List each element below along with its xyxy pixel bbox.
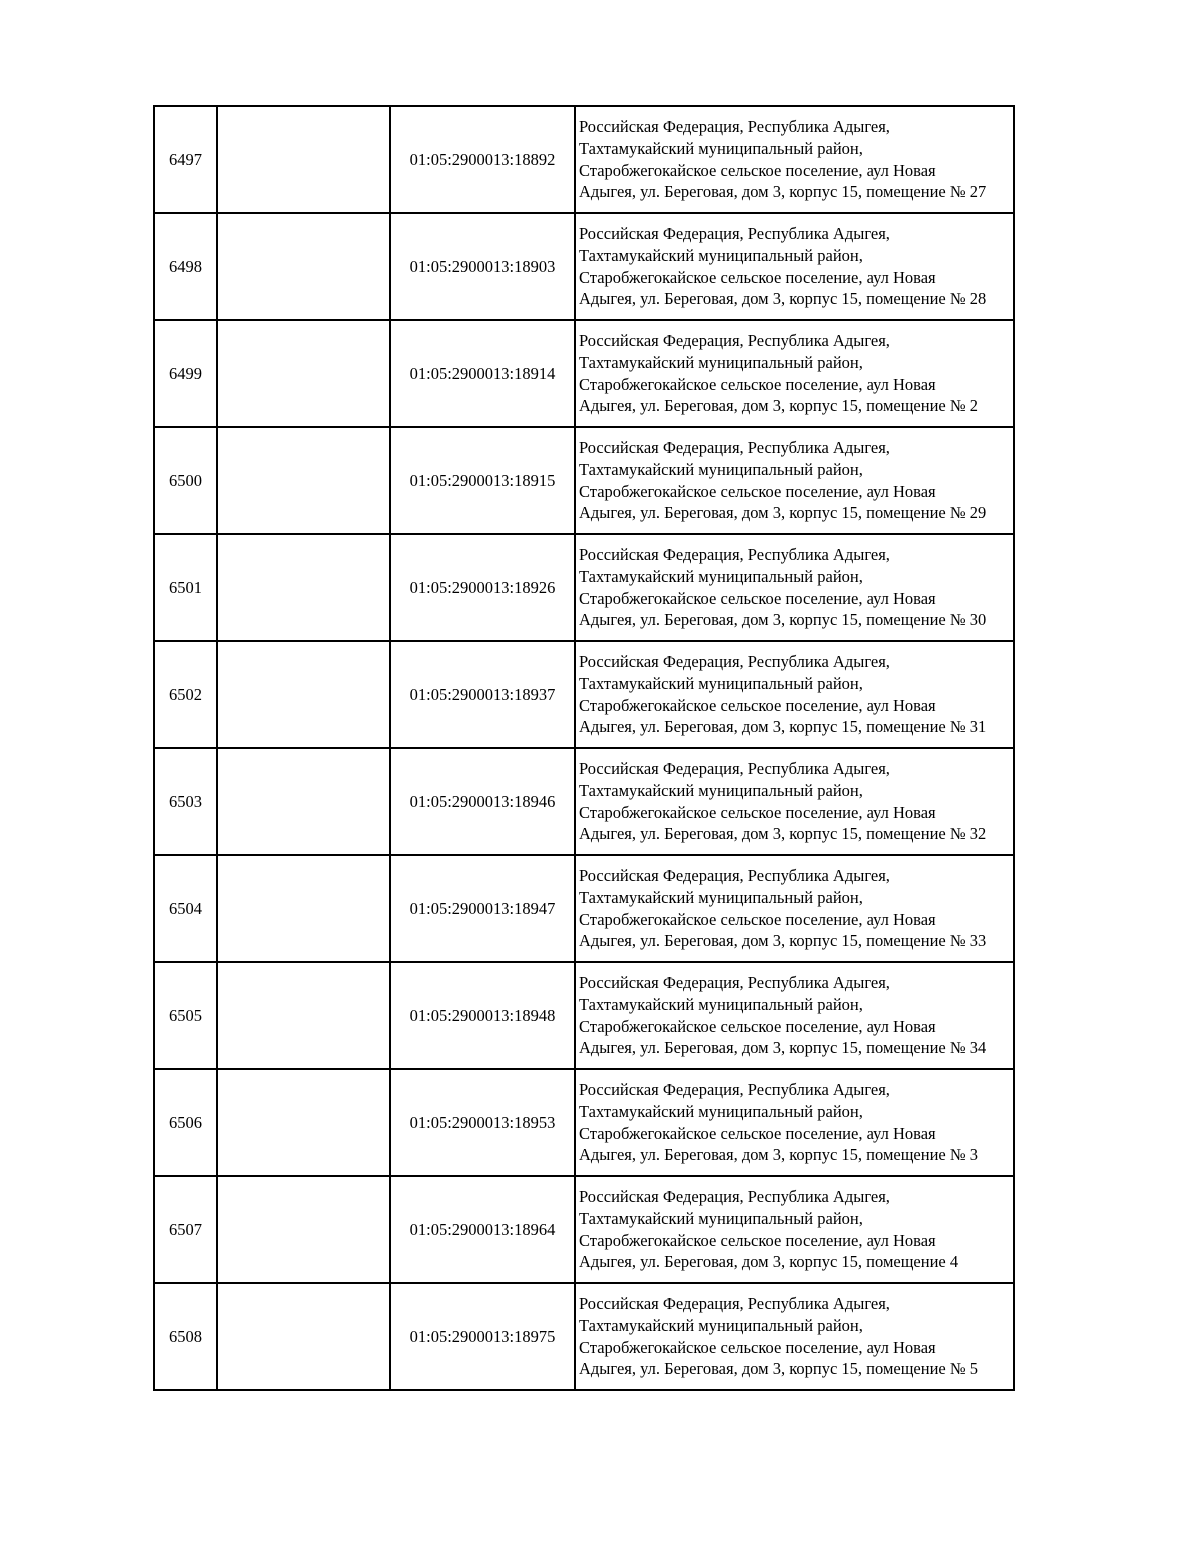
cadastral-number-cell: 01:05:2900013:18964 [390, 1176, 575, 1283]
cadastral-number-cell: 01:05:2900013:18903 [390, 213, 575, 320]
row-number-cell: 6504 [154, 855, 217, 962]
owner-cell [217, 320, 390, 427]
registry-table [153, 105, 1015, 1391]
address-cell: Российская Федерация, Республика Адыгея, Тахтамукайский муниципальный район, Старобжегокайское сельское поселение, аул Новая Адыгея, ул. Береговая, дом 3, корпус 15, помещение № 28 [575, 213, 1014, 320]
owner-cell [217, 1283, 390, 1390]
owner-cell [217, 213, 390, 320]
address-cell: Российская Федерация, Республика Адыгея, Тахтамукайский муниципальный район, Старобжегокайское сельское поселение, аул Новая Адыгея, ул. Береговая, дом 3, корпус 15, помещение № 31 [575, 641, 1014, 748]
row-number-cell: 6503 [154, 748, 217, 855]
owner-cell [217, 534, 390, 641]
cadastral-number-cell: 01:05:2900013:18914 [390, 320, 575, 427]
cadastral-number-cell: 01:05:2900013:18937 [390, 641, 575, 748]
table-row [154, 534, 1014, 641]
table-row [154, 641, 1014, 748]
cadastral-number-cell: 01:05:2900013:18926 [390, 534, 575, 641]
cadastral-number-cell: 01:05:2900013:18948 [390, 962, 575, 1069]
table-row [154, 213, 1014, 320]
table-row [154, 1176, 1014, 1283]
address-cell: Российская Федерация, Республика Адыгея, Тахтамукайский муниципальный район, Старобжегокайское сельское поселение, аул Новая Адыгея, ул. Береговая, дом 3, корпус 15, помещение 4 [575, 1176, 1014, 1283]
row-number-cell: 6499 [154, 320, 217, 427]
table-row [154, 427, 1014, 534]
row-number-cell: 6497 [154, 106, 217, 213]
table-row [154, 962, 1014, 1069]
owner-cell [217, 641, 390, 748]
row-number-cell: 6506 [154, 1069, 217, 1176]
row-number-cell: 6498 [154, 213, 217, 320]
address-cell: Российская Федерация, Республика Адыгея, Тахтамукайский муниципальный район, Старобжегокайское сельское поселение, аул Новая Адыгея, ул. Береговая, дом 3, корпус 15, помещение № 3 [575, 1069, 1014, 1176]
row-number-cell: 6508 [154, 1283, 217, 1390]
owner-cell [217, 748, 390, 855]
row-number-cell: 6501 [154, 534, 217, 641]
address-cell: Российская Федерация, Республика Адыгея, Тахтамукайский муниципальный район, Старобжегокайское сельское поселение, аул Новая Адыгея, ул. Береговая, дом 3, корпус 15, помещение № 27 [575, 106, 1014, 213]
table-row [154, 1283, 1014, 1390]
address-cell: Российская Федерация, Республика Адыгея, Тахтамукайский муниципальный район, Старобжегокайское сельское поселение, аул Новая Адыгея, ул. Береговая, дом 3, корпус 15, помещение № 29 [575, 427, 1014, 534]
address-cell: Российская Федерация, Республика Адыгея, Тахтамукайский муниципальный район, Старобжегокайское сельское поселение, аул Новая Адыгея, ул. Береговая, дом 3, корпус 15, помещение № 2 [575, 320, 1014, 427]
owner-cell [217, 427, 390, 534]
table-row [154, 106, 1014, 213]
address-cell: Российская Федерация, Республика Адыгея, Тахтамукайский муниципальный район, Старобжегокайское сельское поселение, аул Новая Адыгея, ул. Береговая, дом 3, корпус 15, помещение № 34 [575, 962, 1014, 1069]
row-number-cell: 6500 [154, 427, 217, 534]
owner-cell [217, 106, 390, 213]
cadastral-number-cell: 01:05:2900013:18947 [390, 855, 575, 962]
address-cell: Российская Федерация, Республика Адыгея, Тахтамукайский муниципальный район, Старобжегокайское сельское поселение, аул Новая Адыгея, ул. Береговая, дом 3, корпус 15, помещение № 30 [575, 534, 1014, 641]
cadastral-number-cell: 01:05:2900013:18946 [390, 748, 575, 855]
cadastral-number-cell: 01:05:2900013:18915 [390, 427, 575, 534]
owner-cell [217, 1069, 390, 1176]
address-cell: Российская Федерация, Республика Адыгея, Тахтамукайский муниципальный район, Старобжегокайское сельское поселение, аул Новая Адыгея, ул. Береговая, дом 3, корпус 15, помещение № 5 [575, 1283, 1014, 1390]
table-row [154, 855, 1014, 962]
cadastral-number-cell: 01:05:2900013:18892 [390, 106, 575, 213]
row-number-cell: 6507 [154, 1176, 217, 1283]
table-row [154, 748, 1014, 855]
owner-cell [217, 962, 390, 1069]
table-row [154, 1069, 1014, 1176]
owner-cell [217, 1176, 390, 1283]
cadastral-number-cell: 01:05:2900013:18975 [390, 1283, 575, 1390]
cadastral-number-cell: 01:05:2900013:18953 [390, 1069, 575, 1176]
row-number-cell: 6505 [154, 962, 217, 1069]
table-row [154, 320, 1014, 427]
address-cell: Российская Федерация, Республика Адыгея, Тахтамукайский муниципальный район, Старобжегокайское сельское поселение, аул Новая Адыгея, ул. Береговая, дом 3, корпус 15, помещение № 32 [575, 748, 1014, 855]
row-number-cell: 6502 [154, 641, 217, 748]
owner-cell [217, 855, 390, 962]
address-cell: Российская Федерация, Республика Адыгея, Тахтамукайский муниципальный район, Старобжегокайское сельское поселение, аул Новая Адыгея, ул. Береговая, дом 3, корпус 15, помещение № 33 [575, 855, 1014, 962]
